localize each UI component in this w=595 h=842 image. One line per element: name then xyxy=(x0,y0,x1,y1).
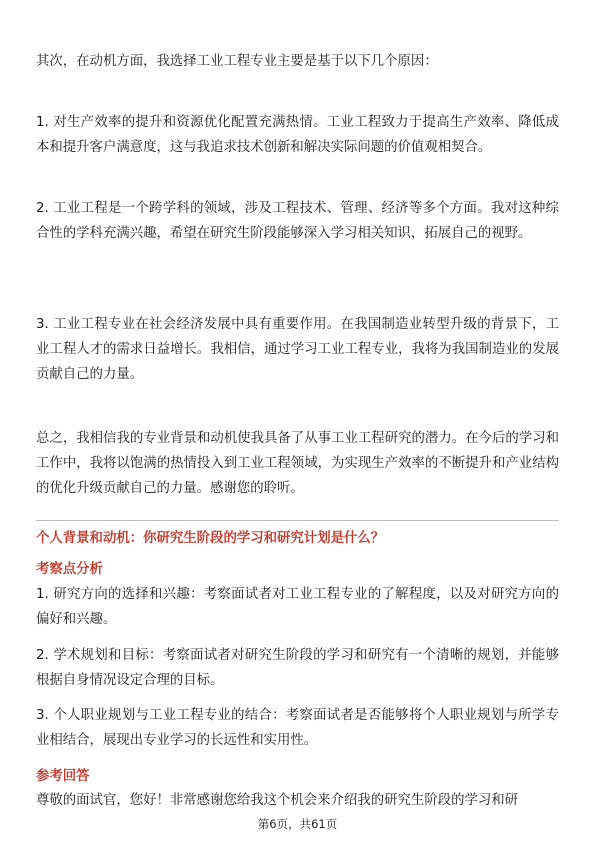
reason-paragraph-3: 3. 工业工程专业在社会经济发展中具有重要作用。在我国制造业转型升级的背景下，工业工程人才的需求日益增长。我相信，通过学习工业工程专业，我将为我国制造业的发展贡献自己的力量。 xyxy=(36,317,559,382)
analysis-heading: 考察点分析 xyxy=(36,562,103,577)
page-footer: 第6页，共61页 xyxy=(257,817,338,831)
answer-paragraph: 尊敬的面试官，您好！非常感谢您给我这个机会来介绍我的研究生阶段的学习和研 xyxy=(36,793,519,808)
analysis-point-2: 2. 学术规划和目标：考察面试者对研究生阶段的学习和研究有一个清晰的规划，并能够根据自身情况设定合理的目标。 xyxy=(36,648,559,688)
section-divider xyxy=(36,520,559,521)
answer-heading: 参考回答 xyxy=(36,769,90,784)
conclusion-paragraph: 总之，我相信我的专业背景和动机使我具备了从事工业工程研究的潜力。在今后的学习和工作中，我将以饱满的热情投入到工业工程领域，为实现生产效率的不断提升和产业结构的优化升级贡献自己的力量。感谢您的聆听。 xyxy=(36,431,559,496)
analysis-point-3: 3. 个人职业规划与工业工程专业的结合：考察面试者是否能够将个人职业规划与所学专业相结合，展现出专业学习的长远性和实用性。 xyxy=(36,708,559,748)
analysis-point-1: 1. 研究方向的选择和兴趣：考察面试者对工业工程专业的了解程度，以及对研究方向的偏好和兴趣。 xyxy=(36,587,559,627)
reason-paragraph-2: 2. 工业工程是一个跨学科的领域，涉及工程技术、管理、经济等多个方面。我对这种综合性的学科充满兴趣，希望在研究生阶段能够深入学习相关知识，拓展自己的视野。 xyxy=(36,201,559,241)
reason-paragraph-1: 1. 对生产效率的提升和资源优化配置充满热情。工业工程致力于提高生产效率、降低成本和提升客户满意度，这与我追求技术创新和解决实际问题的价值观相契合。 xyxy=(36,115,559,155)
intro-paragraph: 其次，在动机方面，我选择工业工程专业主要是基于以下几个原因： xyxy=(36,54,438,69)
question-heading: 个人背景和动机：你研究生阶段的学习和研究计划是什么？ xyxy=(36,531,385,546)
